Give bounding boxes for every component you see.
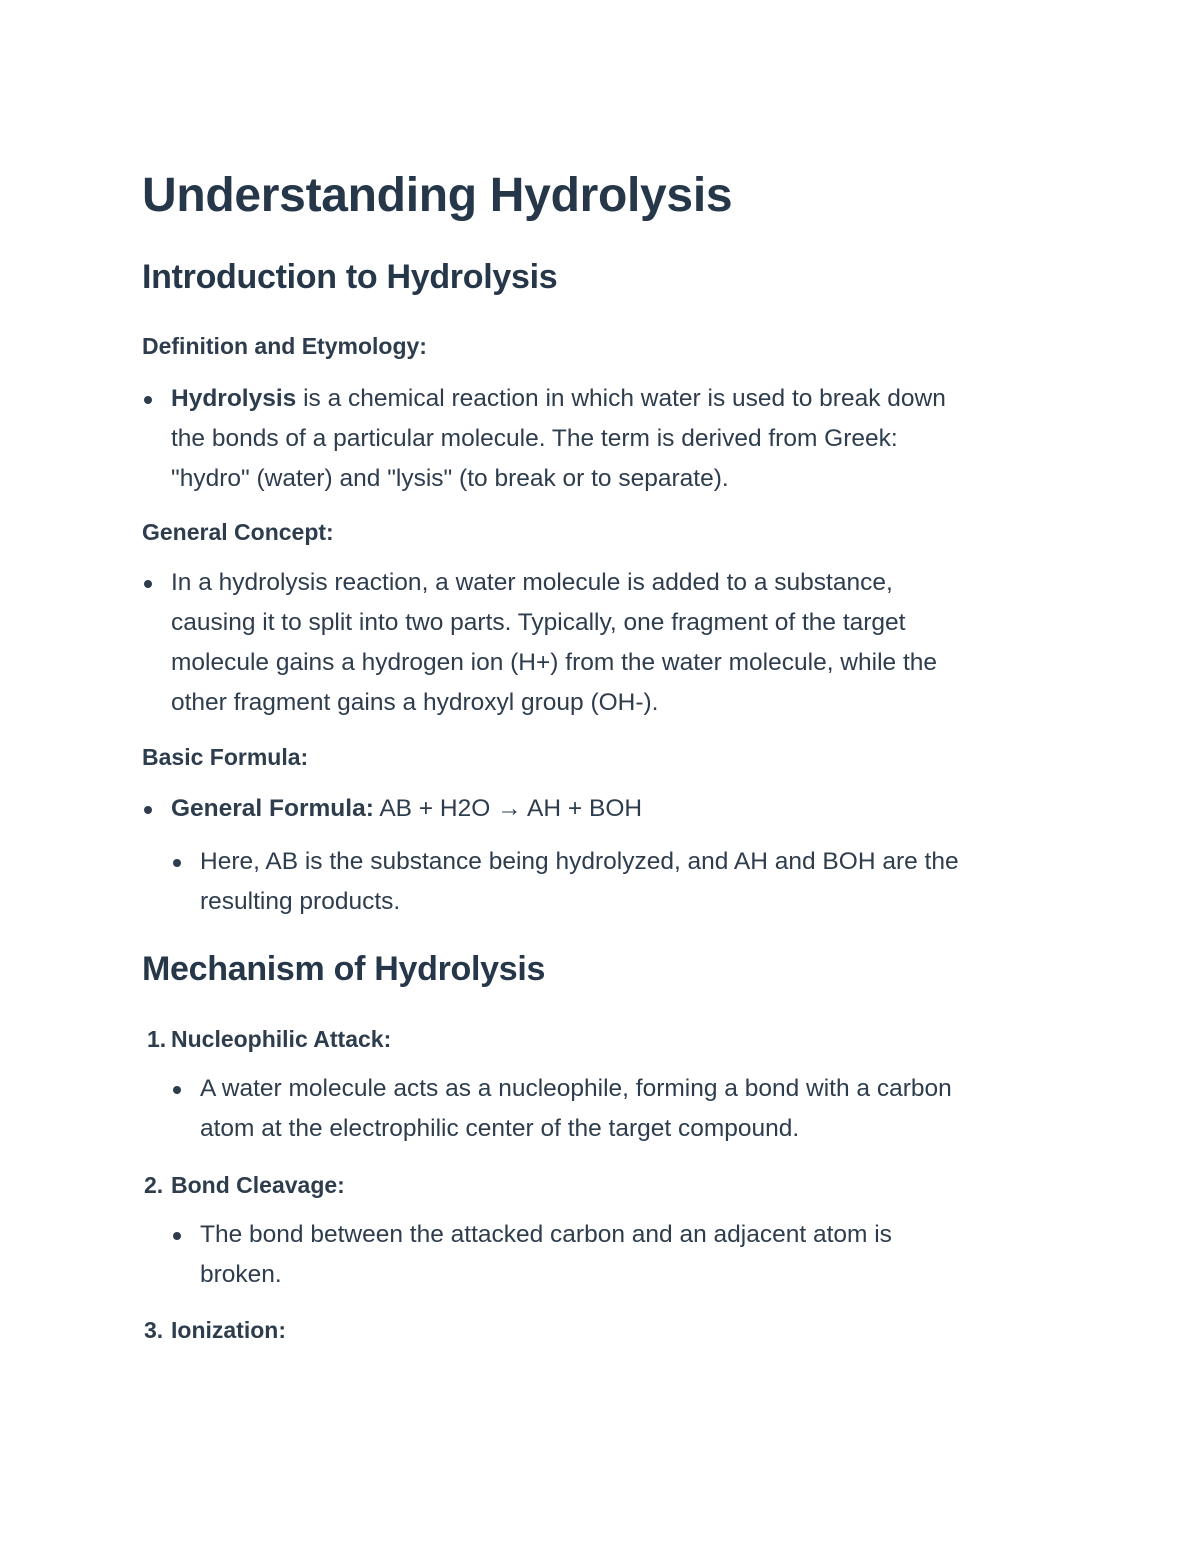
formula-label: Basic Formula: <box>142 744 309 770</box>
step-number: 1. <box>147 1026 167 1052</box>
step-number: 3. <box>144 1317 164 1343</box>
formula-sub-line-2: resulting products. <box>200 888 401 915</box>
concept-line-4: other fragment gains a hydroxyl group (OH-). <box>171 689 659 716</box>
concept-line-2: causing it to split into two parts. Typically, one fragment of the target <box>171 609 906 636</box>
definition-item <box>171 379 1051 499</box>
step-1-detail <box>200 1069 1060 1149</box>
definition-label: Definition and Etymology: <box>142 333 427 359</box>
step-2-line-1: The bond between the attacked carbon and an adjacent atom is <box>200 1221 892 1248</box>
definition-line-3: "hydro" (water) and "lysis" (to break or to separate). <box>171 465 729 492</box>
concept-item <box>171 563 1051 723</box>
bullet <box>144 580 152 588</box>
step-1-line-1: A water molecule acts as a nucleophile, forming a bond with a carbon <box>200 1075 952 1102</box>
concept-label: General Concept: <box>142 519 334 545</box>
concept-line-1: In a hydrolysis reaction, a water molecule is added to a substance, <box>171 569 893 596</box>
section-heading-mechanism: Mechanism of Hydrolysis <box>142 950 546 988</box>
page-title: Understanding Hydrolysis <box>142 169 733 222</box>
step-label-nucleophilic-attack: Nucleophilic Attack: <box>171 1026 392 1052</box>
step-label-bond-cleavage: Bond Cleavage: <box>171 1172 345 1198</box>
step-label-ionization: Ionization: <box>171 1317 286 1343</box>
formula-sub-line-1: Here, AB is the substance being hydrolyzed, and AH and BOH are the <box>200 848 959 875</box>
definition-line-1: is a chemical reaction in which water is used to break down <box>296 385 946 412</box>
sub-bullet <box>173 859 181 867</box>
bullet <box>144 806 152 814</box>
formula-item <box>171 789 1051 829</box>
step-number: 2. <box>144 1172 164 1198</box>
formula-text: AB + H2O → AH + BOH <box>373 795 643 822</box>
bullet <box>144 396 152 404</box>
step-2-line-2: broken. <box>200 1261 282 1288</box>
step-2-detail <box>200 1215 1060 1295</box>
step-1-line-2: atom at the electrophilic center of the target compound. <box>200 1115 800 1142</box>
formula-sub-item <box>200 842 1060 922</box>
definition-line-2: the bonds of a particular molecule. The term is derived from Greek: <box>171 425 898 452</box>
sub-bullet <box>173 1086 181 1094</box>
formula-term: General Formula: <box>171 795 374 822</box>
hydrolysis-term: Hydrolysis <box>171 385 297 412</box>
concept-line-3: molecule gains a hydrogen ion (H+) from the water molecule, while the <box>171 649 938 676</box>
sub-bullet <box>173 1232 181 1240</box>
section-heading-introduction: Introduction to Hydrolysis <box>142 258 558 296</box>
